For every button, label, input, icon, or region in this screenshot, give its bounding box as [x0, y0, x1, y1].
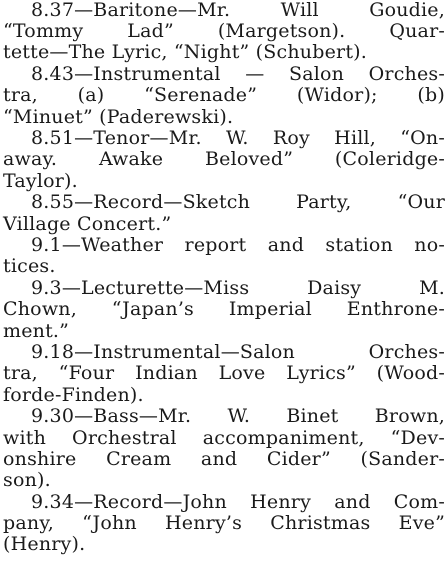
entry-line: 8.55—Record—Sketch Party, “Our — [31, 191, 445, 214]
entry-line: 9.3—Lecturette—Miss Daisy M. — [31, 277, 445, 300]
entry-line: Taylor). — [3, 169, 78, 192]
entry-line: “Minuet” (Paderewski). — [3, 105, 234, 128]
entry-line: “Tommy Lad” (Margetson). Quar- — [3, 20, 445, 43]
entry-line: 9.1—Weather report and station no- — [31, 234, 445, 257]
entry-line: 8.51—Tenor—Mr. W. Roy Hill, “On- — [31, 127, 445, 150]
entry-line: 8.37—Baritone—Mr. Will Goudie, — [31, 0, 445, 21]
entry-line: with Orchestral accompaniment, “Dev- — [3, 426, 445, 449]
entry-line: tette—The Lyric, “Night” (Schubert). — [3, 41, 368, 64]
entry-line: tra, “Four Indian Love Lyrics” (Wood- — [3, 362, 445, 385]
entry-line: pany, “John Henry’s Christmas Eve” — [3, 511, 445, 534]
programme-entry-0934 — [3, 492, 445, 556]
entry-line: Village Concert.” — [3, 212, 172, 235]
entry-line: away. Awake Beloved” (Coleridge- — [3, 148, 445, 171]
entry-line: 9.34—Record—John Henry and Com- — [31, 490, 445, 513]
entry-line: son). — [3, 468, 51, 491]
entry-line: tices. — [3, 255, 56, 278]
radio-programme-clipping — [3, 0, 445, 573]
programme-entry-0843 — [3, 64, 445, 128]
entry-line: tra, (a) “Serenade” (Widor); (b) — [3, 84, 445, 107]
programme-entry-0851 — [3, 128, 445, 192]
entry-line: Chown, “Japan’s Imperial Enthrone- — [3, 298, 445, 321]
programme-entry-0901 — [3, 235, 445, 277]
entry-line: (Henry). — [3, 533, 86, 556]
programme-entry-0903 — [3, 278, 445, 342]
entry-line: forde-Finden). — [3, 383, 144, 406]
entry-line: 9.30—Bass—Mr. W. Binet Brown, — [31, 405, 445, 428]
entry-line: ment.” — [3, 319, 70, 342]
programme-entry-0930 — [3, 406, 445, 491]
entry-line: 9.18—Instrumental—Salon Orches- — [31, 341, 445, 364]
entry-line: onshire Cream and Cider” (Sander- — [3, 447, 445, 470]
programme-entry-0918 — [3, 342, 445, 406]
entry-line: 8.43—Instrumental — Salon Orches- — [31, 63, 445, 86]
programme-entry-0855 — [3, 192, 445, 234]
programme-entry-0837 — [3, 0, 445, 64]
